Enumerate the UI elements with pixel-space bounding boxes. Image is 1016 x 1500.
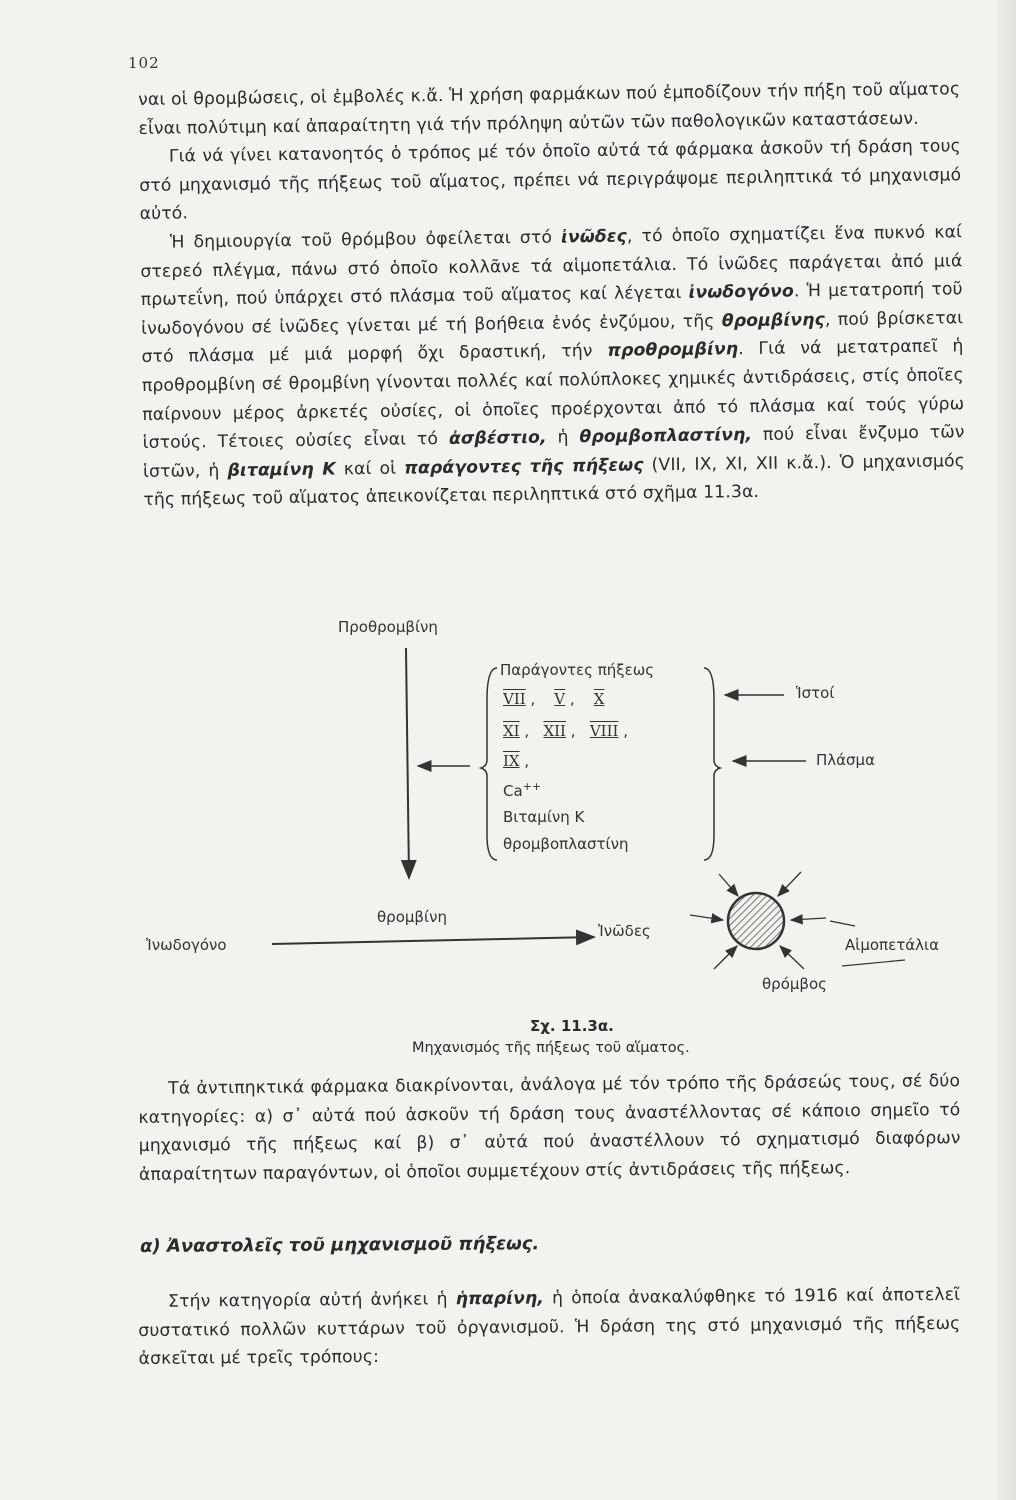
label-calcium: Ca++ — [503, 780, 542, 800]
label-factors-title: Παράγοντες πήξεως — [500, 661, 655, 679]
fibrinogen-arrow — [272, 937, 594, 944]
paragraph-heparin: Στήν κατηγορία αὐτή ἀνήκει ἡ ἡπαρίνη, ἡ ὁποία ἀνακαλύφθηκε τό 1916 καί ἀποτελεῖ συστατικό πολλῶν κυττάρων τοῦ ὀργανισμοῦ. Ἡ δράση της στό μηχανισμό τῆς πήξεως ἀσκεῖται μέ τρεῖς τρόπους: — [138, 1284, 961, 1370]
label-tissues: Ἱστοί — [796, 684, 835, 702]
prothrombin-arrow — [406, 648, 409, 878]
left-brace — [481, 668, 497, 860]
term-calcium: ἀσβέστιο, — [448, 427, 547, 450]
paragraph-2: Γιά νά γίνει κατανοητός ὁ τρόπος μέ τόν ὁποῖο αὐτά τά φάρμακα ἀσκοῦν τή δράση τους στό μηχανισμό τῆς πήξεως τοῦ αἵματος, πρέπει νά περιγράψομε περιληπτικά τό μηχανισμό αὐτό. — [139, 136, 962, 225]
figure-number: Σχ. 11.3α. — [530, 1017, 614, 1035]
figure-caption: Μηχανισμός τῆς πήξεως τοῦ αἵματος. — [412, 1040, 690, 1056]
factor-row-3: IX , — [503, 752, 530, 770]
label-thrombin: θρομβίνη — [377, 908, 447, 926]
term-vitamin-k: βιταμίνη Κ — [227, 459, 336, 481]
term-heparin: ἡπαρίνη, — [455, 1288, 545, 1310]
label-fibrin: Ἰνῶδες — [598, 922, 651, 940]
paragraph-categories: Τά ἀντιπηκτικά φάρμακα διακρίνονται, ἀνάλογα μέ τόν τρόπο τῆς δράσεώς τους, σέ δύο κατηγορίες: α) σ᾽ αὐτά πού ἀσκοῦν τή δράση τους ἀναστέλλοντας σέ κάποιο σημεῖο τό μηχανισμό τῆς πήξεως καί β) σ᾽ αὐτά πού ἀναστέλλουν τό σχηματισμό διαφόρων ἀπαραίτητων παραγόντων, οἱ ὁποῖοι συμμετέχουν στίς ἀντιδράσεις τῆς πήξεως. — [138, 1071, 961, 1185]
term-factors: παράγοντες τῆς πήξεως — [404, 455, 644, 479]
label-plasma: Πλάσμα — [816, 751, 875, 769]
paragraph-1: ναι οἱ θρομβώσεις, οἱ ἐμβολές κ.ἄ. Ἡ χρήση φαρμάκων πού ἐμποδίζουν τήν πήξη τοῦ αἵματος εἶναι πολύτιμη καί ἀπαραίτητη γιά τήν πρόληψη αὐτῶν τῶν παθολογικῶν καταστάσεων. — [138, 79, 961, 139]
term-fibrinogen: ἰνωδογόνο — [688, 281, 795, 303]
label-vitamin-k: Βιταμίνη Κ — [503, 808, 585, 826]
term-prothrombin: προθρομβίνη — [607, 339, 739, 362]
term-thromboplastin: θρομβοπλαστίνη, — [579, 425, 753, 448]
page-number: 102 — [128, 54, 160, 72]
label-platelets: Αἱμοπετάλια — [845, 936, 939, 954]
label-fibrinogen: Ἰνωδογόνο — [146, 936, 227, 954]
right-brace — [704, 668, 720, 860]
label-thromboplastin: θρομβοπλαστίνη — [503, 835, 629, 853]
factor-row-2: XI , XII , VIII , — [503, 722, 628, 740]
paragraph-3: Ἡ δημιουργία τοῦ θρόμβου ὀφείλεται στό ἰνῶδες, τό ὁποῖο σχηματίζει ἕνα πυκνό καί στερεό πλέγμα, πάνω στό ὁποῖο κολλᾶνε τά αἱμοπετάλια. Τό ἰνῶδες παράγεται ἀπό μιά πρωτεΐνη, πού ὑπάρχει στό πλάσμα τοῦ αἵματος καί λέγεται ἰνωδογόνο. Ἡ μετατροπή τοῦ ἰνωδογόνου σέ ἰνῶδες γίνεται μέ τή βοήθεια ἑνός ἐνζύμου, τῆς θρομβίνης, πού βρίσκεται στό πλάσμα μέ μιά μορφή ὄχι δραστική, τήν προθρομβίνη. Γιά νά μετατραπεῖ ἡ προθρομβίνη σέ θρομβίνη γίνονται πολλές καί πολύπλοκες χημικές ἀντιδράσεις, στίς ὁποῖες παίρνουν μέρος ἀρκετές οὐσίες, οἱ ὁποῖες προέρχονται ἀπό τό πλάσμα καί τούς γύρω ἱστούς. Τέτοιες οὐσίες εἶναι τό ἀσβέστιο, ἡ θρομβοπλαστίνη, πού εἶναι ἔνζυμο τῶν ἱστῶν, ἡ βιταμίνη Κ καί οἱ παράγοντες τῆς πήξεως (VII, IX, XI, XII κ.ἄ.). Ὁ μηχανισμός τῆς πήξεως τοῦ αἵματος ἀπεικονίζεται περιληπτικά στό σχῆμα 11.3α. — [140, 222, 966, 511]
section-heading: α) Ἀναστολεῖς τοῦ μηχανισμοῦ πήξεως. — [140, 1233, 540, 1257]
term-thrombin: θρομβίνης — [721, 309, 826, 332]
factor-row-1: VII , V , X — [503, 690, 605, 708]
term-fibrin: ἰνῶδες — [560, 226, 628, 248]
label-prothrombin: Προθρομβίνη — [338, 618, 438, 636]
clot-shape — [728, 893, 784, 949]
label-clot: θρόμβος — [762, 975, 827, 993]
